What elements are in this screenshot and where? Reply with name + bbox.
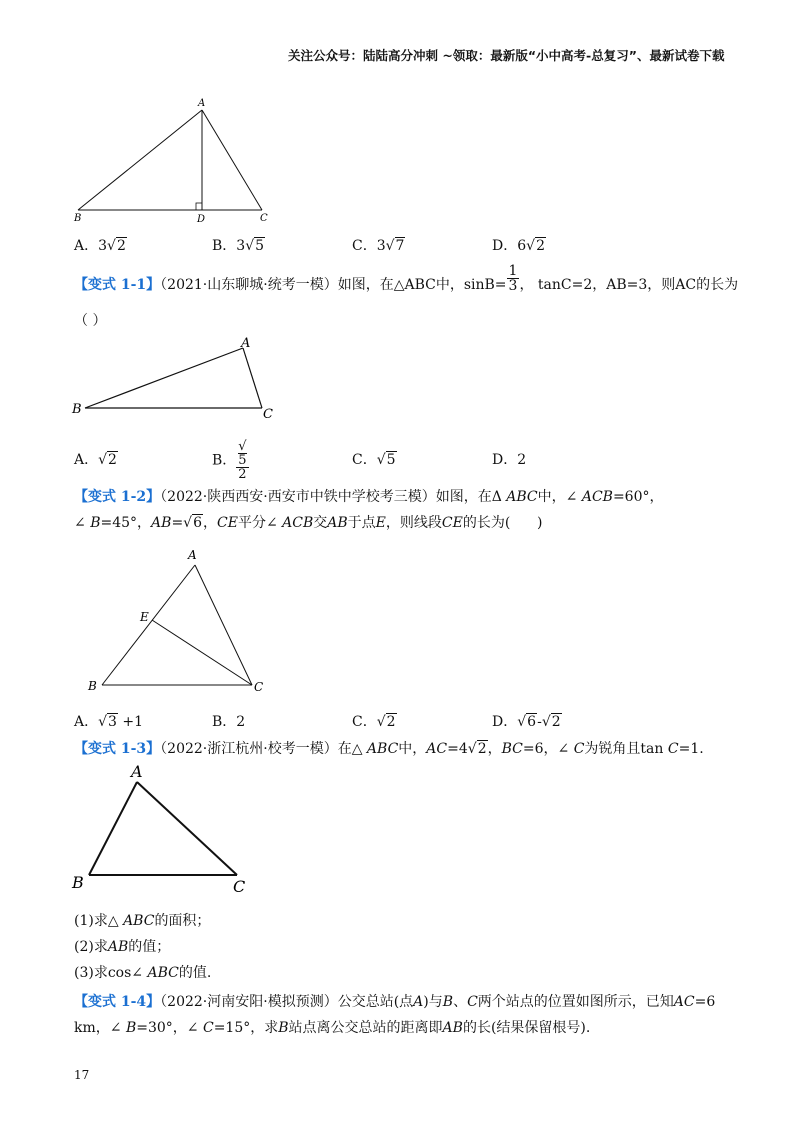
label-e: E — [140, 610, 149, 624]
label-b: B — [72, 402, 82, 417]
label-c: C — [263, 407, 273, 422]
label-a: A — [241, 336, 251, 351]
option-c: C．√5 — [352, 452, 396, 468]
label-c: C — [260, 213, 268, 224]
question-1-4: 【变式 1-4】（2022·河南安阳·模拟预测）公交总站(点A)与B、C两个站点的位置如图所示，已知AC=6 — [74, 994, 716, 1010]
option-b: B．3√5 — [212, 238, 265, 254]
page-number: 17 — [74, 1068, 90, 1082]
label-b: B — [88, 679, 97, 693]
figure-triangle-abc — [65, 333, 285, 428]
label-a: A — [131, 762, 143, 781]
question-tag: 【变式 1-1】 — [74, 277, 161, 293]
figure-triangle-q3 — [65, 760, 265, 900]
option-b: B． √ 5 2 — [212, 439, 247, 482]
sub-question-1: (1)求△ ABC的面积； — [74, 913, 211, 929]
figure-triangle-altitude — [60, 90, 290, 230]
label-c: C — [254, 680, 264, 694]
option-d: D．6√2 — [492, 238, 545, 254]
label-d: D — [197, 214, 206, 225]
option-a: A．√2 — [74, 452, 117, 468]
option-d: D．√6-√2 — [492, 714, 561, 730]
label-c: C — [233, 877, 246, 896]
option-a: A．√3 +1 — [74, 714, 144, 730]
question-1-1: 【变式 1-1】（2021·山东聊城·统考一模）如图，在△ABC中，sinB= $\frac{1}{3}$ ， tanC=2，AB=3，则AC的长为 — [74, 262, 739, 294]
figure-triangle-bisector — [80, 545, 280, 700]
option-a: A．3√2 — [74, 238, 126, 254]
page-header: 关注公众号：陆陆高分冲刺 ~领取：最新版“小中高考-总复习”、最新试卷下载 — [288, 48, 725, 63]
option-c: C．√2 — [352, 714, 396, 730]
answer-paren: （ ） — [74, 313, 107, 329]
question-1-3: 【变式 1-3】（2022·浙江杭州·校考一模）在△ ABC中，AC=4√2，BC=6，∠ C为锐角且tan C=1. — [74, 741, 704, 757]
question-1-4-line2: km，∠ B=30°，∠ C=15°，求B站点离公交总站的距离即AB的长(结果保留根号). — [74, 1020, 591, 1036]
option-b: B．2 — [212, 714, 246, 730]
option-d: D．2 — [492, 452, 527, 468]
sub-question-2: (2)求AB的值； — [74, 939, 171, 955]
label-a: A — [198, 98, 206, 109]
label-a: A — [188, 548, 197, 562]
question-1-2-line2: ∠ B=45°，AB=√6，CE平分∠ ACB交AB于点E，则线段CE的长为( ) — [74, 515, 543, 531]
question-source: （2021·山东聊城·统考一模） — [160, 277, 338, 293]
sub-question-3: (3)求cos∠ ABC的值. — [74, 965, 212, 981]
label-b: B — [74, 213, 82, 224]
label-b: B — [72, 873, 84, 892]
question-1-2: 【变式 1-2】（2022·陕西西安·西安市中铁中学校考三模）如图，在Δ ABC中，∠ ACB=60°， — [74, 489, 664, 505]
option-c: C．3√7 — [352, 238, 405, 254]
